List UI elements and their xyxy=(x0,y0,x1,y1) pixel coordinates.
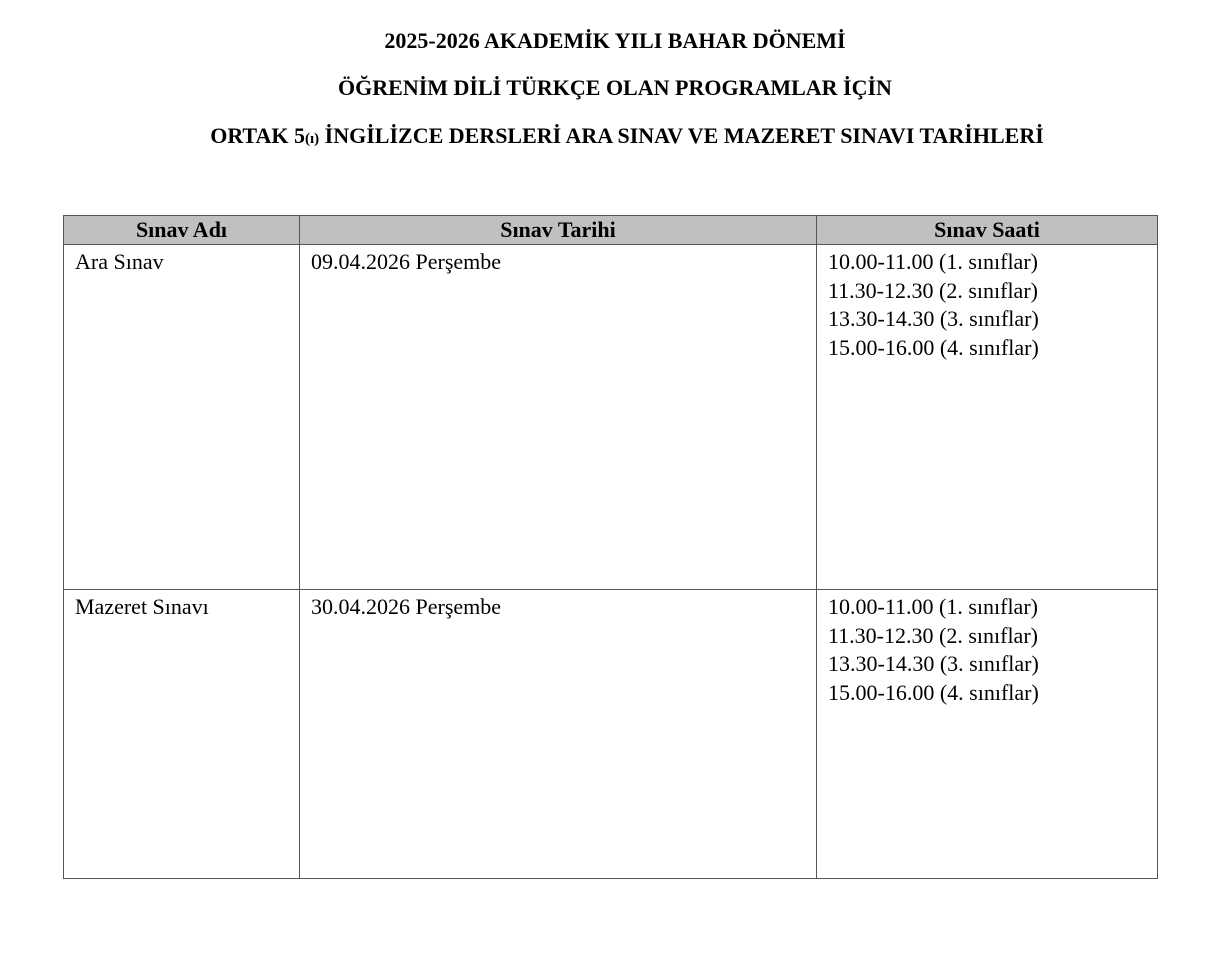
title-line-3 xyxy=(12,123,1230,152)
header-exam-time: Sınav Saati xyxy=(817,216,1158,245)
table-row xyxy=(64,590,1158,879)
header-exam-name: Sınav Adı xyxy=(64,216,300,245)
exam-name-cell: Mazeret Sınavı xyxy=(64,590,300,879)
exam-time-slot: 11.30-12.30 (2. sınıflar) xyxy=(828,622,1038,648)
exam-date-cell: 30.04.2026 Perşembe xyxy=(300,590,817,879)
title-line-2: ÖĞRENİM DİLİ TÜRKÇE OLAN PROGRAMLAR İÇİN xyxy=(338,75,892,100)
title-line-3-small: (ı) xyxy=(304,131,320,147)
exam-time-slot: 13.30-14.30 (3. sınıflar) xyxy=(828,651,1039,676)
exam-time-slot: 15.00-16.00 (4. sınıflar) xyxy=(828,334,1039,360)
exam-time-slot: 10.00-11.00 (1. sınıflar) xyxy=(828,594,1038,619)
exam-date-cell: 09.04.2026 Perşembe xyxy=(300,245,817,590)
exam-time-slot: 10.00-11.00 (1. sınıflar) xyxy=(828,249,1038,274)
exam-time-slot: 13.30-14.30 (3. sınıflar) xyxy=(828,306,1039,331)
table-row xyxy=(64,245,1158,590)
exam-time-cell xyxy=(817,245,1158,590)
exam-schedule-table xyxy=(63,215,1158,879)
header-exam-date: Sınav Tarihi xyxy=(300,216,817,245)
title-line-3-start: ORTAK 5 xyxy=(210,123,305,148)
exam-time-cell xyxy=(817,590,1158,879)
exam-name-cell: Ara Sınav xyxy=(64,245,300,590)
title-line-1: 2025-2026 AKADEMİK YILI BAHAR DÖNEMİ xyxy=(384,28,846,53)
title-line-3-end: İNGİLİZCE DERSLERİ ARA SINAV VE MAZERET SINAVI TARİHLERİ xyxy=(319,123,1044,148)
exam-time-slot: 11.30-12.30 (2. sınıflar) xyxy=(828,277,1038,303)
table-header-row xyxy=(64,216,1158,245)
exam-time-slot: 15.00-16.00 (4. sınıflar) xyxy=(828,679,1039,705)
